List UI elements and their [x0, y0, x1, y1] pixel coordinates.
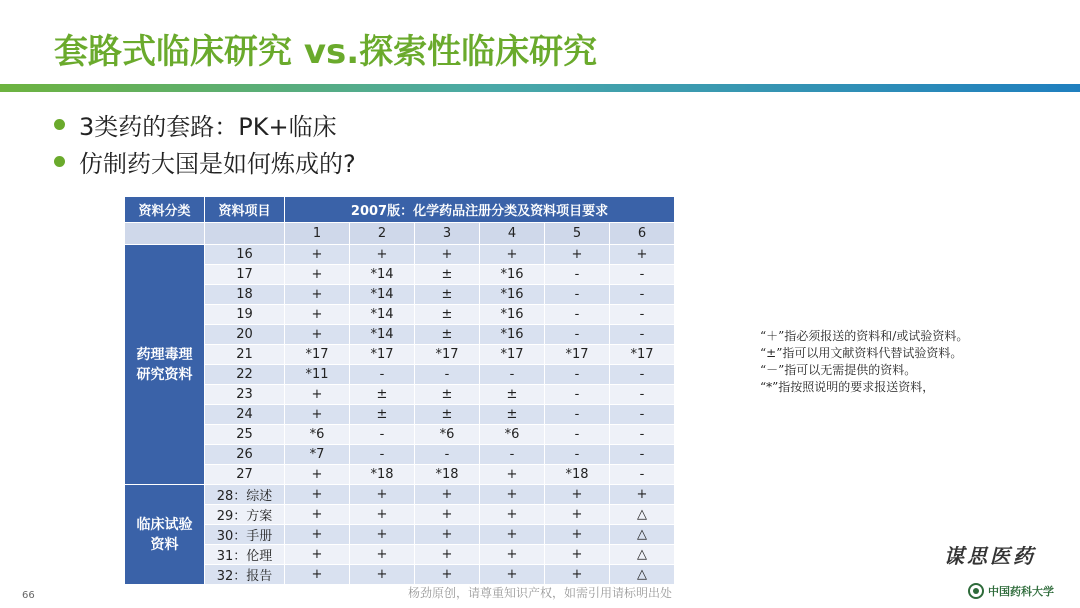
registration-requirements-table: [124, 196, 675, 585]
university-seal-icon: [968, 583, 984, 599]
legend-notes: [760, 328, 968, 396]
value-cell: +: [545, 525, 610, 545]
value-cell: *17: [415, 345, 480, 365]
value-cell: +: [415, 505, 480, 525]
value-cell: -: [545, 365, 610, 385]
value-cell: *17: [545, 345, 610, 365]
value-cell: ±: [480, 385, 545, 405]
category-header: 2: [350, 223, 415, 245]
category-header: 5: [545, 223, 610, 245]
table-row: [125, 365, 675, 385]
value-cell: -: [545, 325, 610, 345]
watermark-text: 谋思医药: [944, 544, 1036, 568]
value-cell: *14: [350, 325, 415, 345]
bullet-list: [54, 106, 356, 180]
legend-line: “±”指可以用文献资料代替试验资料。: [760, 346, 963, 360]
value-cell: -: [545, 305, 610, 325]
value-cell: +: [285, 385, 350, 405]
value-cell: -: [415, 365, 480, 385]
value-cell: +: [285, 285, 350, 305]
value-cell: *18: [415, 465, 480, 485]
table-row: [125, 505, 675, 525]
value-cell: ±: [415, 305, 480, 325]
value-cell: *6: [285, 425, 350, 445]
item-cell: 28：综述: [205, 485, 285, 505]
category-header: 6: [610, 223, 675, 245]
value-cell: +: [350, 545, 415, 565]
value-cell: +: [350, 565, 415, 585]
item-cell: 24: [205, 405, 285, 425]
value-cell: -: [415, 445, 480, 465]
empty-cell: [205, 223, 285, 245]
item-cell: 21: [205, 345, 285, 365]
table-row: [125, 545, 675, 565]
value-cell: *16: [480, 285, 545, 305]
value-cell: *17: [480, 345, 545, 365]
value-cell: +: [480, 245, 545, 265]
value-cell: △: [610, 505, 675, 525]
value-cell: +: [285, 325, 350, 345]
value-cell: -: [610, 445, 675, 465]
table-row: [125, 485, 675, 505]
value-cell: *14: [350, 285, 415, 305]
value-cell: ±: [415, 385, 480, 405]
value-cell: ±: [415, 265, 480, 285]
value-cell: +: [285, 505, 350, 525]
value-cell: ±: [480, 405, 545, 425]
item-cell: 32：报告: [205, 565, 285, 585]
category-header: 1: [285, 223, 350, 245]
item-cell: 31：伦理: [205, 545, 285, 565]
value-cell: +: [415, 525, 480, 545]
value-cell: -: [610, 305, 675, 325]
item-cell: 19: [205, 305, 285, 325]
bullet-dot-icon: [54, 156, 65, 167]
value-cell: +: [350, 485, 415, 505]
value-cell: -: [610, 405, 675, 425]
footer-note: 杨劲原创，请尊重知识产权，如需引用请标明出处: [407, 586, 672, 600]
value-cell: +: [545, 505, 610, 525]
value-cell: +: [480, 485, 545, 505]
value-cell: -: [545, 405, 610, 425]
value-cell: -: [480, 445, 545, 465]
item-cell: 27: [205, 465, 285, 485]
empty-cell: [125, 223, 205, 245]
value-cell: -: [610, 385, 675, 405]
value-cell: *7: [285, 445, 350, 465]
value-cell: +: [480, 565, 545, 585]
value-cell: ±: [350, 385, 415, 405]
value-cell: -: [545, 445, 610, 465]
value-cell: ±: [415, 405, 480, 425]
page-number: 66: [22, 590, 35, 601]
value-cell: *16: [480, 305, 545, 325]
value-cell: +: [415, 245, 480, 265]
bullet-item: [54, 143, 356, 180]
value-cell: -: [545, 285, 610, 305]
value-cell: +: [285, 405, 350, 425]
group-label: 临床试验资料: [125, 485, 205, 585]
legend-line: “＋”指必须报送的资料和/或试验资料。: [760, 329, 969, 343]
header-item: 资料项目: [205, 197, 285, 223]
value-cell: △: [610, 545, 675, 565]
value-cell: +: [545, 545, 610, 565]
value-cell: *17: [285, 345, 350, 365]
value-cell: +: [350, 525, 415, 545]
value-cell: +: [285, 245, 350, 265]
value-cell: *18: [545, 465, 610, 485]
logo-text: 中国药科大学: [988, 585, 1054, 598]
item-cell: 18: [205, 285, 285, 305]
value-cell: +: [415, 485, 480, 505]
value-cell: *17: [350, 345, 415, 365]
table-row: [125, 565, 675, 585]
value-cell: ±: [350, 405, 415, 425]
value-cell: +: [285, 485, 350, 505]
legend-line: “－”指可以无需提供的资料。: [760, 363, 917, 377]
value-cell: +: [350, 245, 415, 265]
value-cell: +: [545, 485, 610, 505]
university-logo: [968, 583, 1054, 599]
value-cell: *14: [350, 265, 415, 285]
table-row: [125, 465, 675, 485]
table-row: [125, 325, 675, 345]
value-cell: +: [545, 245, 610, 265]
value-cell: ±: [415, 285, 480, 305]
value-cell: -: [545, 385, 610, 405]
value-cell: +: [480, 545, 545, 565]
value-cell: -: [610, 285, 675, 305]
header-requirements: 2007版：化学药品注册分类及资料项目要求: [285, 197, 675, 223]
value-cell: -: [610, 365, 675, 385]
value-cell: *6: [415, 425, 480, 445]
item-cell: 30：手册: [205, 525, 285, 545]
value-cell: +: [480, 525, 545, 545]
item-cell: 17: [205, 265, 285, 285]
table-row: [125, 425, 675, 445]
value-cell: +: [285, 465, 350, 485]
value-cell: +: [480, 505, 545, 525]
group-label: 药理毒理研究资料: [125, 245, 205, 485]
table-row: [125, 345, 675, 365]
value-cell: -: [350, 445, 415, 465]
slide-title: 套路式临床研究 vs.探索性临床研究: [54, 32, 598, 72]
value-cell: -: [350, 365, 415, 385]
value-cell: +: [285, 545, 350, 565]
value-cell: -: [480, 365, 545, 385]
table-row: [125, 305, 675, 325]
table-row: [125, 265, 675, 285]
value-cell: +: [610, 485, 675, 505]
bullet-text: 3类药的套路：PK+临床: [79, 113, 337, 141]
item-cell: 26: [205, 445, 285, 465]
value-cell: +: [285, 525, 350, 545]
header-category: 资料分类: [125, 197, 205, 223]
value-cell: *11: [285, 365, 350, 385]
value-cell: ±: [415, 325, 480, 345]
value-cell: +: [610, 245, 675, 265]
value-cell: +: [350, 505, 415, 525]
value-cell: *17: [610, 345, 675, 365]
value-cell: +: [285, 305, 350, 325]
value-cell: *16: [480, 325, 545, 345]
item-cell: 22: [205, 365, 285, 385]
category-header: 3: [415, 223, 480, 245]
value-cell: +: [285, 565, 350, 585]
value-cell: *16: [480, 265, 545, 285]
item-cell: 16: [205, 245, 285, 265]
bullet-text: 仿制药大国是如何炼成的?: [79, 150, 356, 178]
value-cell: +: [285, 265, 350, 285]
table-row: [125, 445, 675, 465]
value-cell: -: [610, 325, 675, 345]
value-cell: -: [350, 425, 415, 445]
value-cell: -: [610, 425, 675, 445]
table-row: [125, 245, 675, 265]
category-header: 4: [480, 223, 545, 245]
value-cell: △: [610, 565, 675, 585]
table-row: [125, 385, 675, 405]
value-cell: △: [610, 525, 675, 545]
item-cell: 25: [205, 425, 285, 445]
value-cell: +: [545, 565, 610, 585]
bullet-item: [54, 106, 356, 143]
item-cell: 29：方案: [205, 505, 285, 525]
table-row: [125, 405, 675, 425]
value-cell: *14: [350, 305, 415, 325]
value-cell: +: [415, 545, 480, 565]
value-cell: *6: [480, 425, 545, 445]
table-row: [125, 285, 675, 305]
table-row: [125, 525, 675, 545]
value-cell: +: [415, 565, 480, 585]
item-cell: 20: [205, 325, 285, 345]
item-cell: 23: [205, 385, 285, 405]
value-cell: *18: [350, 465, 415, 485]
value-cell: -: [545, 425, 610, 445]
value-cell: -: [610, 465, 675, 485]
title-divider: [0, 84, 1080, 92]
value-cell: -: [545, 265, 610, 285]
bullet-dot-icon: [54, 119, 65, 130]
legend-line: “*”指按照说明的要求报送资料，: [760, 380, 935, 394]
category-row: [125, 223, 675, 245]
value-cell: +: [480, 465, 545, 485]
value-cell: -: [610, 265, 675, 285]
